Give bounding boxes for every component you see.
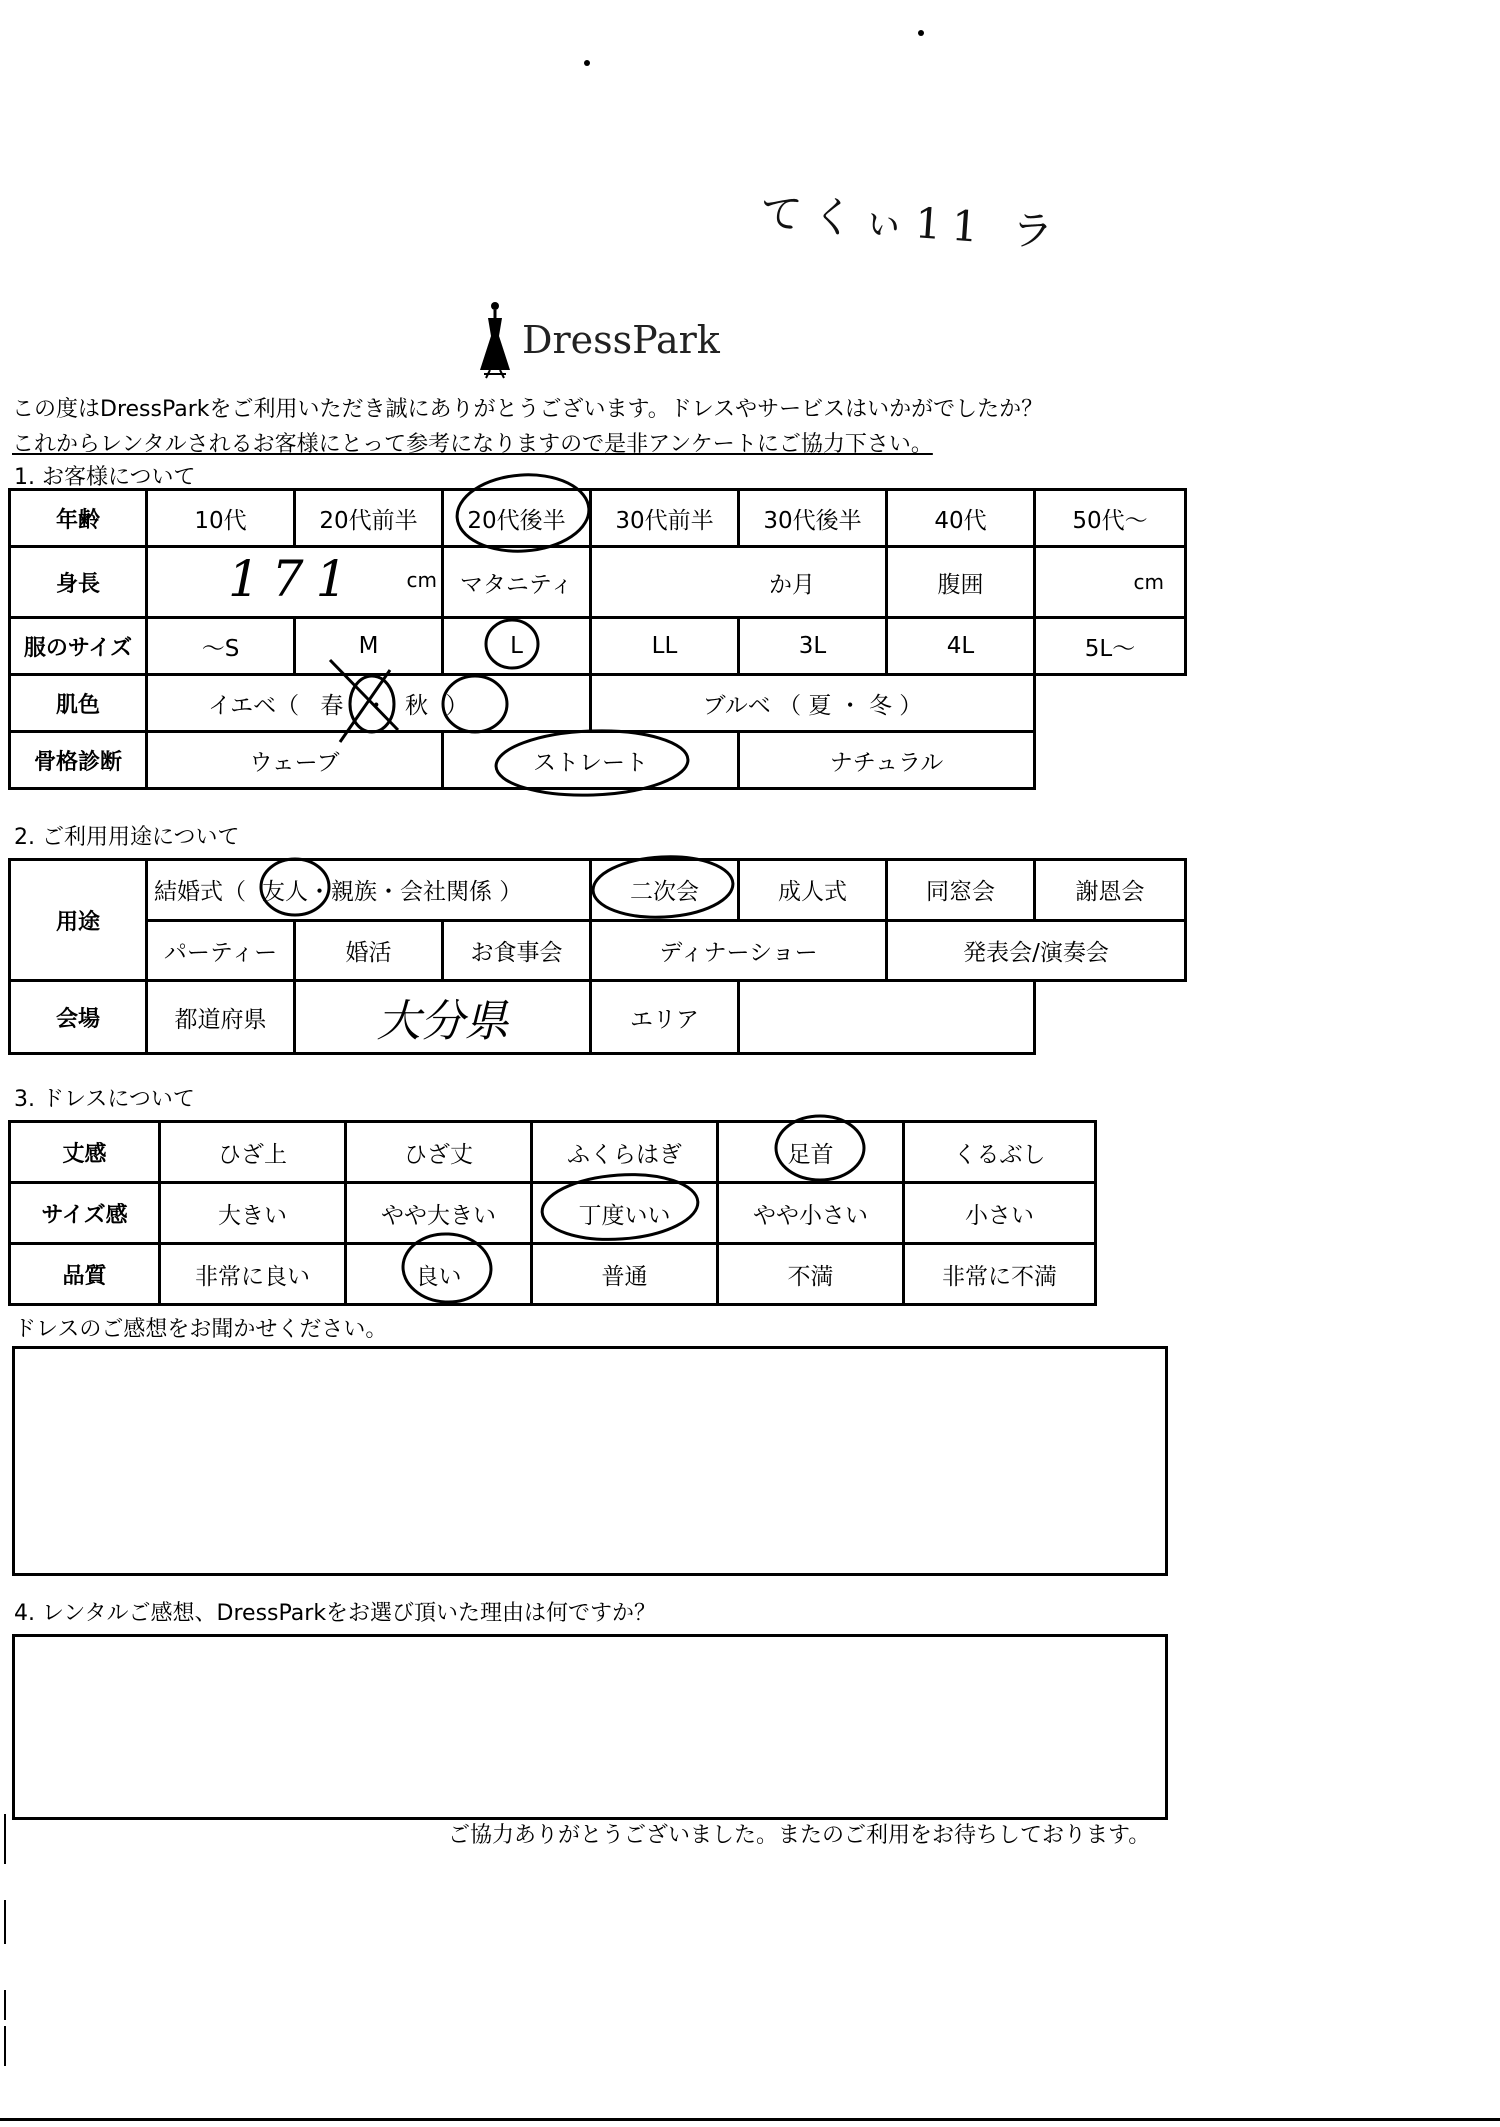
separator-dot: ・ xyxy=(364,692,388,719)
size-option[interactable]: LL xyxy=(591,618,739,675)
friend-option-selected[interactable]: 友人 xyxy=(262,879,308,906)
handwritten-note: てくぃ11 ラ xyxy=(758,187,1066,258)
circle-straight xyxy=(495,728,689,799)
close-paren: ） xyxy=(445,692,469,719)
prefecture-label: 都道府県 xyxy=(147,981,295,1054)
age-option[interactable]: 10代 xyxy=(147,490,295,547)
intro-line-2: これからレンタルされるお客様にとって参考になりますので是非アンケートにご協力下さい。 xyxy=(12,432,933,457)
blue-base-cell[interactable]: ブルベ （ 夏 ・ 冬 ） xyxy=(591,675,1035,732)
quality-label: 品質 xyxy=(10,1244,160,1305)
fit-option-selected[interactable]: 丁度いい xyxy=(532,1183,718,1244)
purpose-option[interactable]: ディナーショー xyxy=(591,920,887,981)
purpose-option[interactable]: 同窓会 xyxy=(887,860,1035,921)
wedding-rest: ・親族・会社関係 ） xyxy=(308,879,523,906)
circle-just-right xyxy=(540,1170,700,1245)
fit-option[interactable]: 小さい xyxy=(904,1183,1096,1244)
size-option[interactable]: ～S xyxy=(147,618,295,675)
logo-text: DressPark xyxy=(522,318,720,362)
purpose-option[interactable]: 婚活 xyxy=(295,920,443,981)
fit-option[interactable]: 大きい xyxy=(160,1183,346,1244)
yellow-base-label: イエベ（ xyxy=(208,692,300,719)
waist-unit: cm xyxy=(1133,570,1164,594)
autumn-option-selected[interactable]: 秋 xyxy=(405,692,429,719)
fit-label: サイズ感 xyxy=(10,1183,160,1244)
purpose-label: 用途 xyxy=(10,860,147,981)
skeleton-label: 骨格診断 xyxy=(10,732,147,789)
circle-autumn xyxy=(443,676,507,732)
skeleton-option[interactable]: ウェーブ xyxy=(147,732,443,789)
section-4-title: 4. レンタルご感想、DressParkをお選び頂いた理由は何ですか？ xyxy=(14,1601,657,1626)
age-label: 年齢 xyxy=(10,490,147,547)
height-unit: cm xyxy=(406,568,437,592)
height-label: 身長 xyxy=(10,547,147,618)
circle-ankle xyxy=(776,1116,864,1180)
circle-age-20s-late xyxy=(455,470,592,555)
quality-option[interactable]: 不満 xyxy=(718,1244,904,1305)
purpose-option[interactable]: 謝恩会 xyxy=(1035,860,1186,921)
age-option[interactable]: 30代後半 xyxy=(739,490,887,547)
size-option[interactable]: M xyxy=(295,618,443,675)
thanks-message: ご協力ありがとうございました。またのご利用をお待ちしております。 xyxy=(448,1823,1151,1848)
impressions-prompt: ドレスのご感想をお聞かせください。 xyxy=(14,1317,388,1342)
purpose-option[interactable]: 成人式 xyxy=(739,860,887,921)
skeleton-option[interactable]: ナチュラル xyxy=(739,732,1035,789)
fit-option[interactable]: やや大きい xyxy=(346,1183,532,1244)
age-option[interactable]: 30代前半 xyxy=(591,490,739,547)
length-label: 丈感 xyxy=(10,1122,160,1183)
skin-label: 肌色 xyxy=(10,675,147,732)
size-option-selected[interactable]: L xyxy=(443,618,591,675)
purpose-option[interactable]: パーティー xyxy=(147,920,295,981)
prefecture-value: 大分県 xyxy=(376,996,509,1047)
spring-option[interactable]: 春 xyxy=(320,692,344,719)
quality-option[interactable]: 非常に不満 xyxy=(904,1244,1096,1305)
age-option[interactable]: 20代前半 xyxy=(295,490,443,547)
section-3-title: 3. ドレスについて xyxy=(14,1087,195,1112)
length-option[interactable]: ひざ丈 xyxy=(346,1122,532,1183)
quality-option-selected[interactable]: 良い xyxy=(346,1244,532,1305)
venue-label: 会場 xyxy=(10,981,147,1054)
length-option[interactable]: ふくらはぎ xyxy=(532,1122,718,1183)
section-1-title: 1. お客様について xyxy=(14,465,196,490)
wedding-label: 結婚式（ xyxy=(154,879,246,906)
size-option[interactable]: 3L xyxy=(739,618,887,675)
purpose-option[interactable]: お食事会 xyxy=(443,920,591,981)
fit-option[interactable]: やや小さい xyxy=(718,1183,904,1244)
quality-option[interactable]: 非常に良い xyxy=(160,1244,346,1305)
height-value: 171 xyxy=(228,550,360,608)
circle-size-L xyxy=(486,620,538,668)
circle-friend xyxy=(261,859,329,915)
length-option[interactable]: くるぶし xyxy=(904,1122,1096,1183)
purpose-option[interactable]: 発表会/演奏会 xyxy=(887,920,1186,981)
after-party-option-selected[interactable]: 二次会 xyxy=(591,860,739,921)
age-option-selected[interactable]: 20代後半 xyxy=(443,490,591,547)
section-2-title: 2. ご利用用途について xyxy=(14,825,240,850)
waist-label: 腹囲 xyxy=(887,547,1035,618)
area-label: エリア xyxy=(591,981,739,1054)
age-option[interactable]: 50代～ xyxy=(1035,490,1186,547)
length-option-selected[interactable]: 足首 xyxy=(718,1122,904,1183)
size-option[interactable]: 5L～ xyxy=(1035,618,1186,675)
circle-good xyxy=(401,1232,492,1305)
size-option[interactable]: 4L xyxy=(887,618,1035,675)
size-label: 服のサイズ xyxy=(10,618,147,675)
maternity-label: マタニティ xyxy=(443,547,591,618)
months-label: か月 xyxy=(769,571,815,598)
skeleton-option-selected[interactable]: ストレート xyxy=(443,732,739,789)
intro-line-1: この度はDressParkをご利用いただき誠にありがとうございます。ドレスやサービスはいかがでしたか？ xyxy=(12,397,1044,422)
age-option[interactable]: 40代 xyxy=(887,490,1035,547)
length-option[interactable]: ひざ上 xyxy=(160,1122,346,1183)
quality-option[interactable]: 普通 xyxy=(532,1244,718,1305)
circle-after-party xyxy=(592,853,735,920)
